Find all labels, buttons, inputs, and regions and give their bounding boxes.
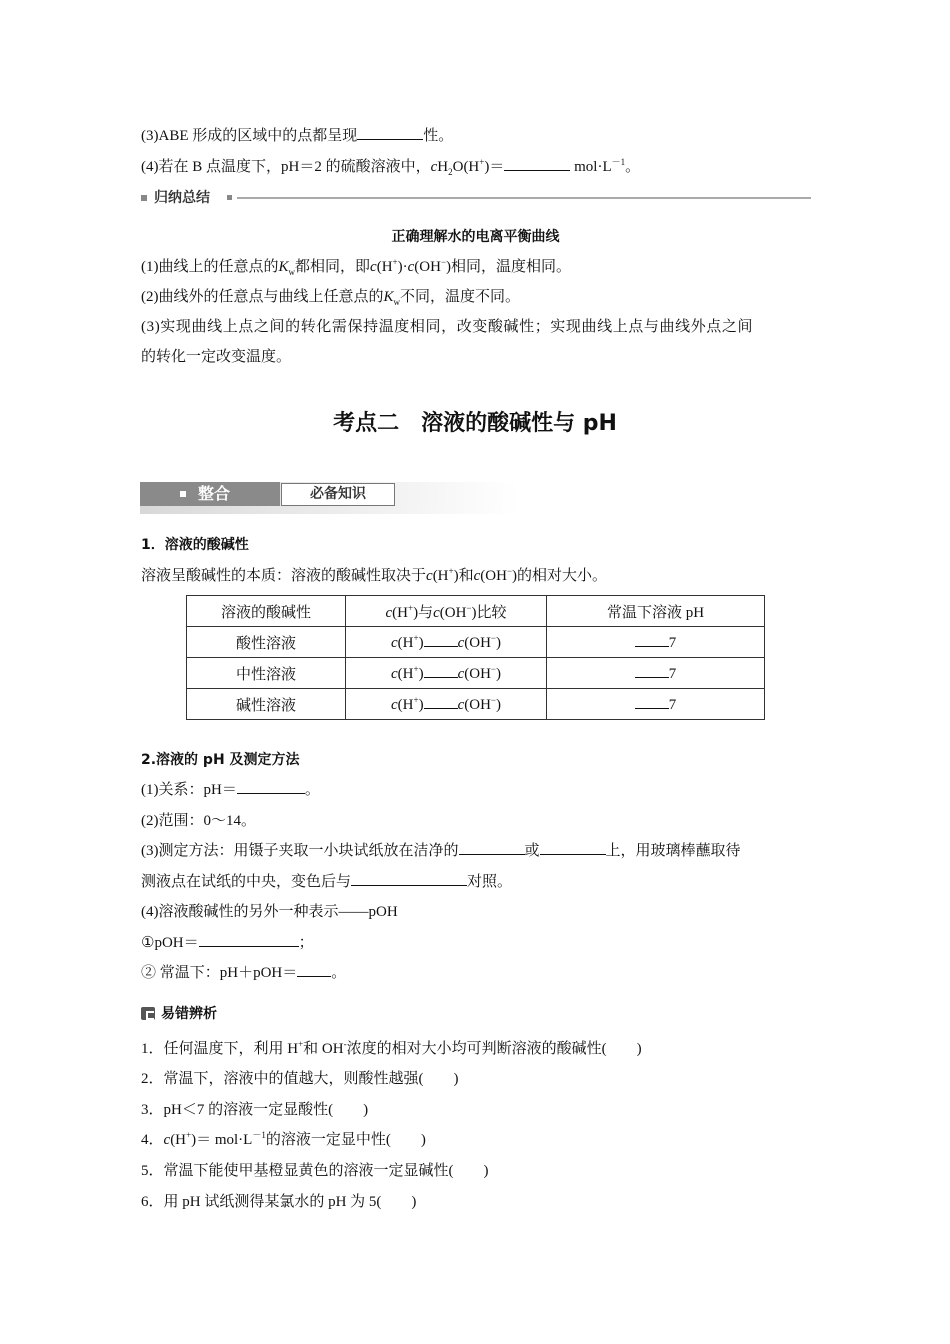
table-header: 常温下溶液 pH bbox=[547, 596, 765, 627]
acidity-table bbox=[186, 595, 765, 720]
error-item-6: 6．用 pH 试纸测得某氯水的 pH 为 5( ) bbox=[141, 1194, 417, 1210]
question-3: (3)ABE 形成的区域中的点都呈现 性。 bbox=[141, 125, 810, 147]
part1-intro: 溶液呈酸碱性的本质：溶液的酸碱性取决于c(H+)和c(OH−)的相对大小。 bbox=[141, 566, 608, 584]
part1-heading: 1．溶液的酸碱性 bbox=[141, 537, 249, 553]
answer-blank[interactable] bbox=[297, 962, 331, 977]
answer-blank[interactable] bbox=[635, 694, 669, 709]
answer-blank[interactable] bbox=[357, 125, 423, 140]
square-bullet-icon bbox=[180, 491, 186, 497]
answer-blank[interactable] bbox=[424, 663, 458, 678]
error-item-4: 4．$c(H^+)= mol\cdot L^{-1}$的溶液一定显中性( ) bbox=[141, 1130, 426, 1148]
summary-item-1: (1)曲线上的任意点的$K_w$都相同，即c(H+)·c(OH−)相同，温度相同。 bbox=[141, 257, 572, 277]
table-header: 溶液的酸碱性 bbox=[187, 596, 346, 627]
part2-line-2: (2)范围：0～14。 bbox=[141, 813, 256, 829]
part2-line-3: (3)测定方法：用镊子夹取一小块试纸放在洁净的 或 上，用玻璃棒蘸取待 bbox=[141, 840, 810, 862]
table-row: 中性溶液 c(H+) c(OH−) 7 bbox=[187, 658, 765, 689]
table-header: c(H+)与c(OH−)比较 bbox=[346, 596, 547, 627]
section-banner: 整合 必备知识 bbox=[140, 482, 518, 514]
part2-heading: 2.溶液的 pH 及测定方法 bbox=[141, 752, 300, 768]
error-item-5: 5．常温下能使甲基橙显黄色的溶液一定显碱性( ) bbox=[141, 1163, 489, 1179]
summary-item-2: (2)曲线外的任意点与曲线上任意点的$K_w$不同，温度不同。 bbox=[141, 289, 521, 307]
answer-blank[interactable] bbox=[635, 632, 669, 647]
answer-blank[interactable] bbox=[199, 932, 299, 947]
banner-label: 必备知识 bbox=[281, 483, 395, 506]
summary-heading: 归纳总结 bbox=[141, 188, 811, 208]
summary-title: 正确理解水的电离平衡曲线 bbox=[391, 229, 560, 245]
answer-blank[interactable] bbox=[424, 694, 458, 709]
part2-line-5: ①pOH＝ ； bbox=[141, 932, 810, 954]
part2-line-1: (1)关系：pH＝ 。 bbox=[141, 779, 810, 801]
part2-line-4: (4)溶液酸碱性的另外一种表示——pOH bbox=[141, 904, 398, 920]
summary-item-3: (3)实现曲线上点之间的转化需保持温度相同，改变酸碱性；实现曲线上点与曲线外点之间 bbox=[141, 319, 754, 335]
answer-blank[interactable] bbox=[459, 840, 525, 855]
summary-item-3-cont: 的转化一定改变温度。 bbox=[141, 349, 292, 365]
answer-blank[interactable] bbox=[540, 840, 606, 855]
error-check-icon bbox=[141, 1007, 155, 1020]
question-4: (4)若在 B 点温度下，pH＝2 的硫酸溶液中，$cH_2O(H^+)= mol\cdot L^{-1}$。 bbox=[141, 157, 641, 177]
square-bullet-icon bbox=[141, 195, 147, 201]
answer-blank[interactable] bbox=[504, 156, 570, 171]
section-title: 考点二 溶液的酸碱性与 pH bbox=[333, 411, 617, 436]
part2-line-3-cont: 测液点在试纸的中央，变色后与 对照。 bbox=[141, 871, 810, 893]
answer-blank[interactable] bbox=[237, 779, 305, 794]
table-header-row bbox=[187, 596, 765, 627]
divider bbox=[237, 197, 811, 199]
answer-blank[interactable] bbox=[351, 871, 467, 886]
square-bullet-icon bbox=[227, 195, 232, 200]
answer-blank[interactable] bbox=[424, 632, 458, 647]
part2-line-6: ② 常温下：pH＋pOH＝ 。 bbox=[141, 962, 810, 984]
table-row: 碱性溶液 c(H+) c(OH−) 7 bbox=[187, 689, 765, 720]
error-item-3: 3．pH＜7 的溶液一定显酸性( ) bbox=[141, 1102, 369, 1118]
error-item-2: 2．常温下，溶液中的值越大，则酸性越强( ) bbox=[141, 1071, 459, 1087]
error-item-1: 1．任何温度下，利用 H+和 OH-浓度的相对大小均可判断溶液的酸碱性( ) bbox=[141, 1039, 642, 1057]
table-row: 酸性溶液 c(H+) c(OH−) 7 bbox=[187, 627, 765, 658]
answer-blank[interactable] bbox=[635, 663, 669, 678]
